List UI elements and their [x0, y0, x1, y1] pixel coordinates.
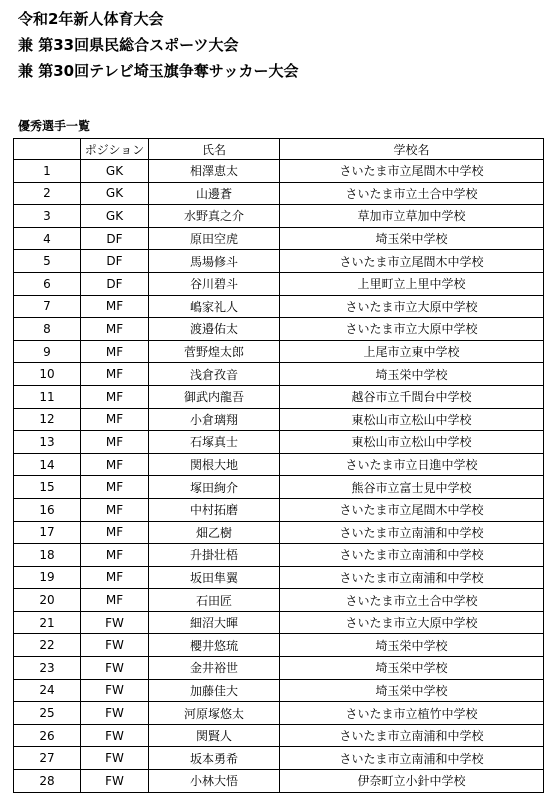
cell-no: 13 — [14, 431, 81, 454]
cell-name: 水野真之介 — [149, 205, 280, 228]
cell-name: 加藤佳大 — [149, 679, 280, 702]
cell-no: 8 — [14, 318, 81, 341]
cell-no: 5 — [14, 250, 81, 273]
cell-school: 東松山市立松山中学校 — [280, 431, 544, 454]
cell-position: FW — [81, 611, 149, 634]
cell-name: 関根大地 — [149, 453, 280, 476]
cell-position: MF — [81, 453, 149, 476]
header-school: 学校名 — [280, 139, 544, 160]
cell-name: 坂田隼翼 — [149, 566, 280, 589]
cell-school: 埼玉栄中学校 — [280, 679, 544, 702]
cell-school: さいたま市立大原中学校 — [280, 611, 544, 634]
cell-no: 22 — [14, 634, 81, 657]
cell-position: FW — [81, 657, 149, 680]
cell-position: MF — [81, 498, 149, 521]
cell-position: MF — [81, 589, 149, 612]
cell-school: 東松山市立松山中学校 — [280, 408, 544, 431]
table-row — [14, 385, 544, 408]
cell-no: 7 — [14, 295, 81, 318]
cell-no: 28 — [14, 770, 81, 793]
cell-school: 伊奈町立小針中学校 — [280, 770, 544, 793]
table-row — [14, 408, 544, 431]
cell-no: 15 — [14, 476, 81, 499]
cell-position: DF — [81, 250, 149, 273]
table-row — [14, 724, 544, 747]
cell-no: 26 — [14, 724, 81, 747]
cell-school: さいたま市立土合中学校 — [280, 182, 544, 205]
table-row — [14, 318, 544, 341]
cell-name: 渡邉佑太 — [149, 318, 280, 341]
cell-no: 9 — [14, 340, 81, 363]
cell-position: GK — [81, 205, 149, 228]
cell-position: FW — [81, 747, 149, 770]
cell-school: 熊谷市立富士見中学校 — [280, 476, 544, 499]
cell-position: DF — [81, 227, 149, 250]
cell-school: 越谷市立千間台中学校 — [280, 385, 544, 408]
table-row — [14, 770, 544, 793]
cell-name: 小林大悟 — [149, 770, 280, 793]
cell-name: 相澤恵太 — [149, 160, 280, 183]
cell-position: MF — [81, 385, 149, 408]
cell-school: 埼玉栄中学校 — [280, 634, 544, 657]
table-row — [14, 227, 544, 250]
cell-name: 細沼大暉 — [149, 611, 280, 634]
cell-no: 25 — [14, 702, 81, 725]
cell-no: 18 — [14, 544, 81, 567]
cell-school: さいたま市立南浦和中学校 — [280, 566, 544, 589]
cell-no: 17 — [14, 521, 81, 544]
cell-position: MF — [81, 363, 149, 386]
cell-school: さいたま市立尾間木中学校 — [280, 498, 544, 521]
cell-school: 埼玉栄中学校 — [280, 227, 544, 250]
cell-no: 19 — [14, 566, 81, 589]
cell-no: 21 — [14, 611, 81, 634]
table-row — [14, 272, 544, 295]
cell-school: 埼玉栄中学校 — [280, 363, 544, 386]
cell-no: 23 — [14, 657, 81, 680]
cell-name: 畑乙樹 — [149, 521, 280, 544]
cell-name: 御武内龍吾 — [149, 385, 280, 408]
cell-position: MF — [81, 431, 149, 454]
players-table — [13, 138, 544, 793]
table-row — [14, 431, 544, 454]
table-row — [14, 295, 544, 318]
cell-position: FW — [81, 770, 149, 793]
cell-no: 27 — [14, 747, 81, 770]
cell-no: 6 — [14, 272, 81, 295]
header-no — [14, 139, 81, 160]
cell-position: FW — [81, 634, 149, 657]
cell-name: 原田空虎 — [149, 227, 280, 250]
cell-position: FW — [81, 724, 149, 747]
header-position: ポジション — [81, 139, 149, 160]
table-row — [14, 160, 544, 183]
cell-school: さいたま市立日進中学校 — [280, 453, 544, 476]
cell-no: 11 — [14, 385, 81, 408]
cell-position: FW — [81, 679, 149, 702]
table-row — [14, 363, 544, 386]
cell-name: 坂本勇希 — [149, 747, 280, 770]
cell-position: MF — [81, 544, 149, 567]
table-row — [14, 182, 544, 205]
cell-position: GK — [81, 182, 149, 205]
cell-no: 14 — [14, 453, 81, 476]
table-row — [14, 657, 544, 680]
document-titles — [18, 6, 299, 84]
cell-name: 小倉璃翔 — [149, 408, 280, 431]
title-line-1: 令和2年新人体育大会 — [18, 10, 164, 28]
cell-position: MF — [81, 566, 149, 589]
cell-school: さいたま市立植竹中学校 — [280, 702, 544, 725]
cell-name: 河原塚悠太 — [149, 702, 280, 725]
cell-name: 嶋家礼人 — [149, 295, 280, 318]
cell-name: 関賢人 — [149, 724, 280, 747]
cell-school: さいたま市立南浦和中学校 — [280, 724, 544, 747]
cell-school: さいたま市立南浦和中学校 — [280, 747, 544, 770]
table-row — [14, 340, 544, 363]
cell-name: 石田匠 — [149, 589, 280, 612]
cell-position: MF — [81, 408, 149, 431]
cell-name: 櫻井悠琉 — [149, 634, 280, 657]
table-row — [14, 679, 544, 702]
cell-school: さいたま市立大原中学校 — [280, 318, 544, 341]
table-header-row — [14, 139, 544, 160]
cell-name: 金井裕世 — [149, 657, 280, 680]
cell-no: 3 — [14, 205, 81, 228]
cell-school: 上里町立上里中学校 — [280, 272, 544, 295]
table-row — [14, 250, 544, 273]
cell-name: 石塚真士 — [149, 431, 280, 454]
title-line-2: 兼 第33回県民総合スポーツ大会 — [18, 36, 239, 54]
cell-no: 24 — [14, 679, 81, 702]
cell-no: 1 — [14, 160, 81, 183]
table-row — [14, 205, 544, 228]
cell-school: 草加市立草加中学校 — [280, 205, 544, 228]
cell-no: 4 — [14, 227, 81, 250]
cell-no: 12 — [14, 408, 81, 431]
cell-position: FW — [81, 702, 149, 725]
table-row — [14, 476, 544, 499]
cell-school: さいたま市立南浦和中学校 — [280, 521, 544, 544]
cell-position: GK — [81, 160, 149, 183]
cell-no: 20 — [14, 589, 81, 612]
cell-name: 中村拓磨 — [149, 498, 280, 521]
cell-no: 10 — [14, 363, 81, 386]
table-row — [14, 544, 544, 567]
table-row — [14, 702, 544, 725]
cell-school: さいたま市立南浦和中学校 — [280, 544, 544, 567]
title-line-3: 兼 第30回テレビ埼玉旗争奪サッカー大会 — [18, 62, 299, 80]
cell-position: MF — [81, 340, 149, 363]
table-row — [14, 498, 544, 521]
cell-position: DF — [81, 272, 149, 295]
cell-position: MF — [81, 521, 149, 544]
cell-name: 馬場修斗 — [149, 250, 280, 273]
cell-position: MF — [81, 476, 149, 499]
section-heading: 優秀選手一覧 — [18, 119, 91, 133]
table-row — [14, 747, 544, 770]
cell-name: 塚田絢介 — [149, 476, 280, 499]
cell-name: 山邊蒼 — [149, 182, 280, 205]
cell-name: 浅倉孜音 — [149, 363, 280, 386]
table-row — [14, 453, 544, 476]
cell-school: さいたま市立尾間木中学校 — [280, 160, 544, 183]
table-row — [14, 634, 544, 657]
cell-school: 上尾市立東中学校 — [280, 340, 544, 363]
table-row — [14, 521, 544, 544]
cell-position: MF — [81, 318, 149, 341]
cell-no: 16 — [14, 498, 81, 521]
cell-name: 升掛壮梧 — [149, 544, 280, 567]
cell-position: MF — [81, 295, 149, 318]
table-row — [14, 611, 544, 634]
cell-school: さいたま市立尾間木中学校 — [280, 250, 544, 273]
cell-school: さいたま市立土合中学校 — [280, 589, 544, 612]
cell-school: さいたま市立大原中学校 — [280, 295, 544, 318]
cell-no: 2 — [14, 182, 81, 205]
cell-school: 埼玉栄中学校 — [280, 657, 544, 680]
table-row — [14, 566, 544, 589]
header-name: 氏名 — [149, 139, 280, 160]
cell-name: 谷川碧斗 — [149, 272, 280, 295]
cell-name: 菅野煌太郎 — [149, 340, 280, 363]
table-row — [14, 589, 544, 612]
